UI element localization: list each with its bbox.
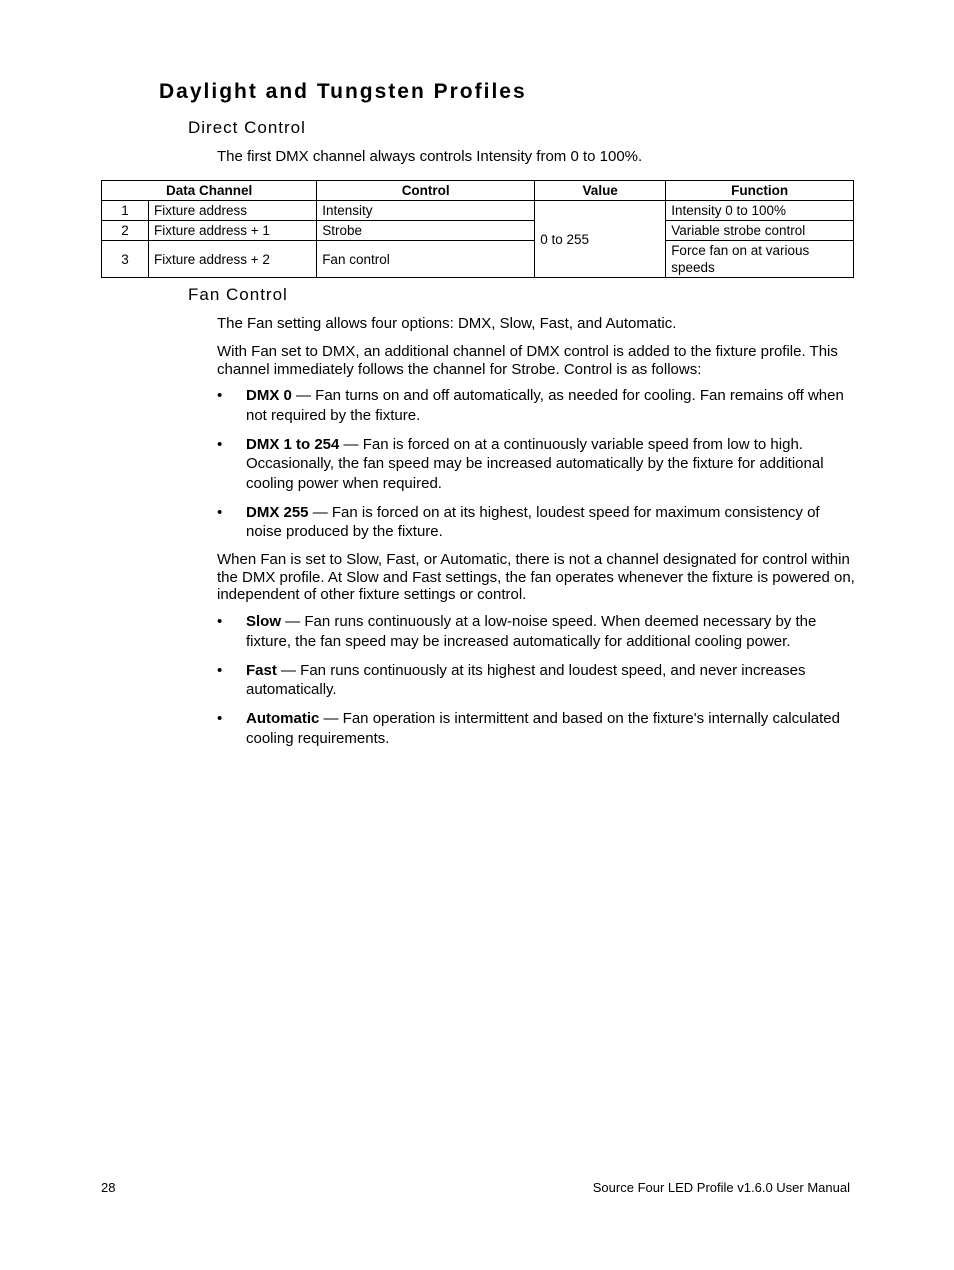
- bullet-icon: •: [217, 503, 223, 521]
- bullet-term: Automatic: [246, 710, 320, 727]
- manual-title: Source Four LED Profile v1.6.0 User Manual: [592, 1180, 850, 1195]
- fan-dmx-paragraph: With Fan set to DMX, an additional channel of DMX control is added to the fixture profile. This channel immediately follows the channel for Strobe. Control is as follows:: [217, 343, 838, 378]
- cell-function: Force fan on at various speeds: [666, 241, 854, 278]
- bullet-term: DMX 255: [246, 503, 309, 521]
- cell-address: Fixture address: [149, 201, 317, 221]
- header-control: Control: [317, 181, 535, 201]
- list-item: [217, 709, 857, 748]
- bullet-icon: •: [217, 661, 223, 679]
- cell-channel: 1: [102, 201, 149, 221]
- header-data-channel: Data Channel: [102, 181, 317, 201]
- bullet-term: DMX 1 to 254: [246, 435, 340, 453]
- cell-control: Intensity: [317, 201, 535, 221]
- section-title-fan-control: Fan Control: [188, 285, 288, 304]
- cell-function: Intensity 0 to 100%: [666, 201, 854, 221]
- bullet-term: DMX 0: [246, 387, 292, 404]
- cell-control: Strobe: [317, 221, 535, 241]
- list-item: [217, 661, 857, 700]
- bullet-text: — Fan runs continuously at its highest and loudest speed, and never increases automatically.: [246, 661, 806, 698]
- cell-address: Fixture address + 2: [149, 241, 317, 278]
- mode-bullet-list: [217, 612, 857, 758]
- list-item: [217, 435, 857, 494]
- bullet-icon: •: [217, 435, 223, 453]
- bullet-text: — Fan runs continuously at a low-noise speed. When deemed necessary by the fixture, the fan speed may be increased automatically for additional cooling power.: [246, 613, 817, 650]
- cell-value: 0 to 255: [535, 201, 666, 278]
- section-title-direct-control: Direct Control: [188, 118, 306, 137]
- direct-control-intro: The first DMX channel always controls Intensity from 0 to 100%.: [217, 148, 643, 165]
- list-item: [217, 612, 857, 651]
- cell-control: Fan control: [317, 241, 535, 278]
- table-row: [102, 221, 854, 241]
- list-item: [217, 386, 857, 425]
- dmx-bullet-list: [217, 386, 857, 551]
- cell-address: Fixture address + 1: [149, 221, 317, 241]
- bullet-icon: •: [217, 613, 223, 630]
- table-row: [102, 201, 854, 221]
- bullet-term: Fast: [246, 661, 277, 679]
- bullet-icon: •: [217, 387, 223, 404]
- bullet-text: — Fan is forced on at a continuously variable speed from low to high. Occasionally, the fan speed may be increased automatically by the fixture for additional cooling power when required.: [246, 435, 824, 492]
- page-number: 28: [101, 1180, 116, 1195]
- table-row: [102, 241, 854, 278]
- bullet-term: Slow: [246, 613, 282, 630]
- page-title: Daylight and Tungsten Profiles: [159, 80, 527, 103]
- header-function: Function: [666, 181, 854, 201]
- fan-options-paragraph: The Fan setting allows four options: DMX, Slow, Fast, and Automatic.: [217, 315, 677, 332]
- bullet-text: — Fan is forced on at its highest, loudest speed for maximum consistency of noise produced by the fixture.: [246, 503, 820, 540]
- bullet-text: — Fan operation is intermittent and based on the fixture's internally calculated cooling requirements.: [246, 710, 840, 747]
- cell-channel: 3: [102, 241, 149, 278]
- table-header-row: [102, 181, 854, 201]
- dmx-channel-table: [101, 180, 854, 278]
- bullet-icon: •: [217, 710, 223, 727]
- bullet-text: — Fan turns on and off automatically, as needed for cooling. Fan remains off when not required by the fixture.: [246, 387, 844, 424]
- list-item: [217, 503, 857, 542]
- fan-modes-paragraph: When Fan is set to Slow, Fast, or Automatic, there is not a channel designated for control within the DMX profile. At Slow and Fast settings, the fan operates whenever the fixture is powered on, independent of other fixture settings or control.: [217, 551, 855, 603]
- cell-channel: 2: [102, 221, 149, 241]
- cell-function: Variable strobe control: [666, 221, 854, 241]
- header-value: Value: [535, 181, 666, 201]
